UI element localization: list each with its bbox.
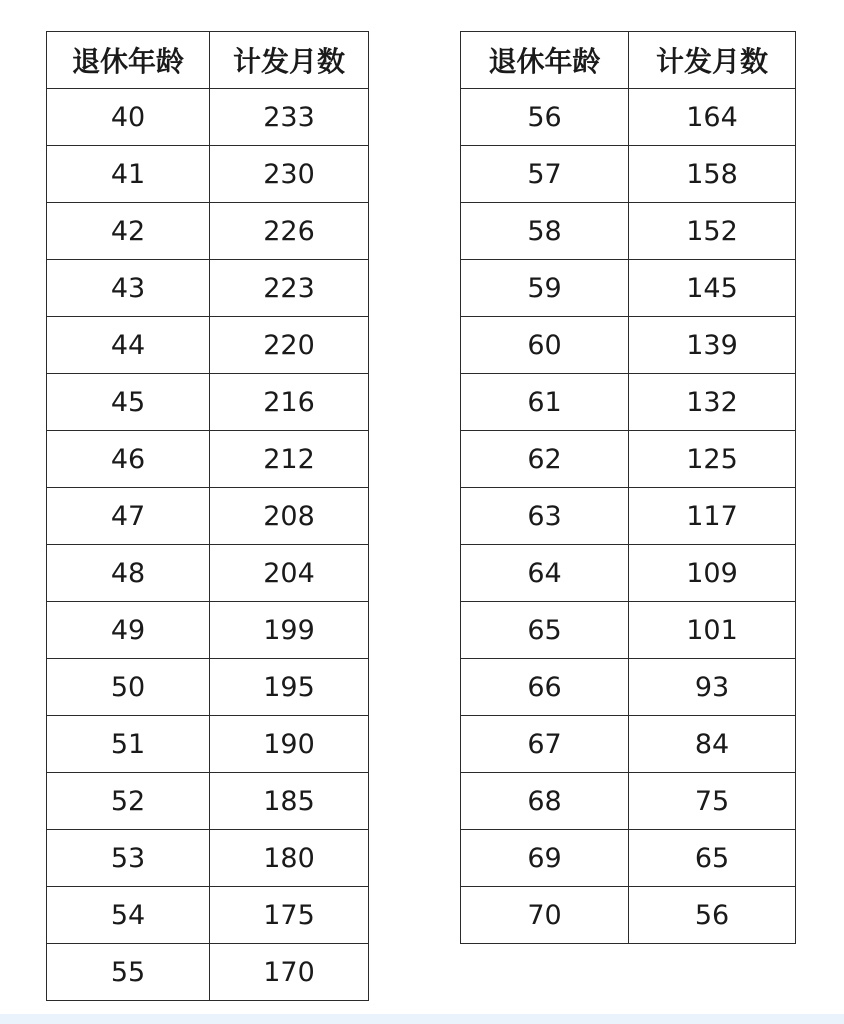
table-row [47,602,369,659]
retirement-age-cell: 69 [461,830,629,887]
payout-months-cell: 152 [629,203,796,260]
retirement-age-cell: 41 [47,146,210,203]
table-row [461,602,796,659]
retirement-age-cell: 55 [47,944,210,1001]
table-row [47,944,369,1001]
payout-months-cell: 109 [629,545,796,602]
payout-months-cell: 117 [629,488,796,545]
retirement-age-cell: 44 [47,317,210,374]
retirement-table-right [460,31,796,944]
table-row [47,887,369,944]
retirement-age-cell: 40 [47,89,210,146]
table-row [47,260,369,317]
table-row [461,431,796,488]
payout-months-cell: 230 [210,146,369,203]
retirement-age-cell: 58 [461,203,629,260]
retirement-age-cell: 65 [461,602,629,659]
retirement-age-cell: 70 [461,887,629,944]
table-row [47,431,369,488]
retirement-age-cell: 63 [461,488,629,545]
table-row [47,89,369,146]
retirement-age-cell: 59 [461,260,629,317]
table-row [47,773,369,830]
payout-months-cell: 84 [629,716,796,773]
payout-months-cell: 101 [629,602,796,659]
table-row [47,545,369,602]
table-row [461,830,796,887]
table-body-right [461,89,796,944]
retirement-age-cell: 67 [461,716,629,773]
payout-months-cell: 195 [210,659,369,716]
table-row [461,317,796,374]
header-payout-months: 计发月数 [210,32,369,89]
payout-months-cell: 125 [629,431,796,488]
retirement-age-cell: 54 [47,887,210,944]
bottom-frame-strip [0,1014,844,1024]
payout-months-cell: 56 [629,887,796,944]
payout-months-cell: 170 [210,944,369,1001]
table-row [461,659,796,716]
table-row [47,659,369,716]
payout-months-cell: 204 [210,545,369,602]
payout-months-cell: 158 [629,146,796,203]
table-row [461,374,796,431]
table-row [461,89,796,146]
payout-months-cell: 220 [210,317,369,374]
payout-months-cell: 199 [210,602,369,659]
payout-months-cell: 212 [210,431,369,488]
retirement-age-cell: 68 [461,773,629,830]
table-row [461,203,796,260]
table-row [461,716,796,773]
retirement-age-cell: 48 [47,545,210,602]
retirement-age-cell: 53 [47,830,210,887]
payout-months-cell: 65 [629,830,796,887]
payout-months-cell: 132 [629,374,796,431]
payout-months-cell: 223 [210,260,369,317]
payout-months-cell: 175 [210,887,369,944]
retirement-age-cell: 45 [47,374,210,431]
retirement-age-cell: 62 [461,431,629,488]
payout-months-cell: 233 [210,89,369,146]
header-retirement-age: 退休年龄 [461,32,629,89]
table-row [461,260,796,317]
retirement-age-cell: 66 [461,659,629,716]
payout-months-cell: 208 [210,488,369,545]
payout-months-cell: 226 [210,203,369,260]
retirement-age-cell: 57 [461,146,629,203]
payout-months-cell: 145 [629,260,796,317]
retirement-age-cell: 46 [47,431,210,488]
retirement-age-cell: 47 [47,488,210,545]
table-row [461,773,796,830]
retirement-age-cell: 42 [47,203,210,260]
payout-months-cell: 164 [629,89,796,146]
retirement-age-cell: 49 [47,602,210,659]
retirement-age-cell: 51 [47,716,210,773]
retirement-age-cell: 64 [461,545,629,602]
retirement-table-left [46,31,369,1001]
table-row [47,830,369,887]
table-row [461,488,796,545]
table-row [461,887,796,944]
retirement-age-cell: 50 [47,659,210,716]
retirement-age-cell: 60 [461,317,629,374]
retirement-age-cell: 56 [461,89,629,146]
payout-months-cell: 75 [629,773,796,830]
retirement-age-cell: 43 [47,260,210,317]
table-row [47,317,369,374]
retirement-age-cell: 61 [461,374,629,431]
table-row [47,374,369,431]
table-row [47,488,369,545]
payout-months-cell: 180 [210,830,369,887]
header-row [461,32,796,89]
payout-months-cell: 190 [210,716,369,773]
table-row [461,146,796,203]
table-row [47,203,369,260]
payout-months-cell: 185 [210,773,369,830]
table-row [47,146,369,203]
header-row [47,32,369,89]
table-body-left [47,89,369,1001]
payout-months-cell: 93 [629,659,796,716]
header-payout-months: 计发月数 [629,32,796,89]
table-row [461,545,796,602]
payout-months-cell: 216 [210,374,369,431]
retirement-age-cell: 52 [47,773,210,830]
table-row [47,716,369,773]
header-retirement-age: 退休年龄 [47,32,210,89]
payout-months-cell: 139 [629,317,796,374]
